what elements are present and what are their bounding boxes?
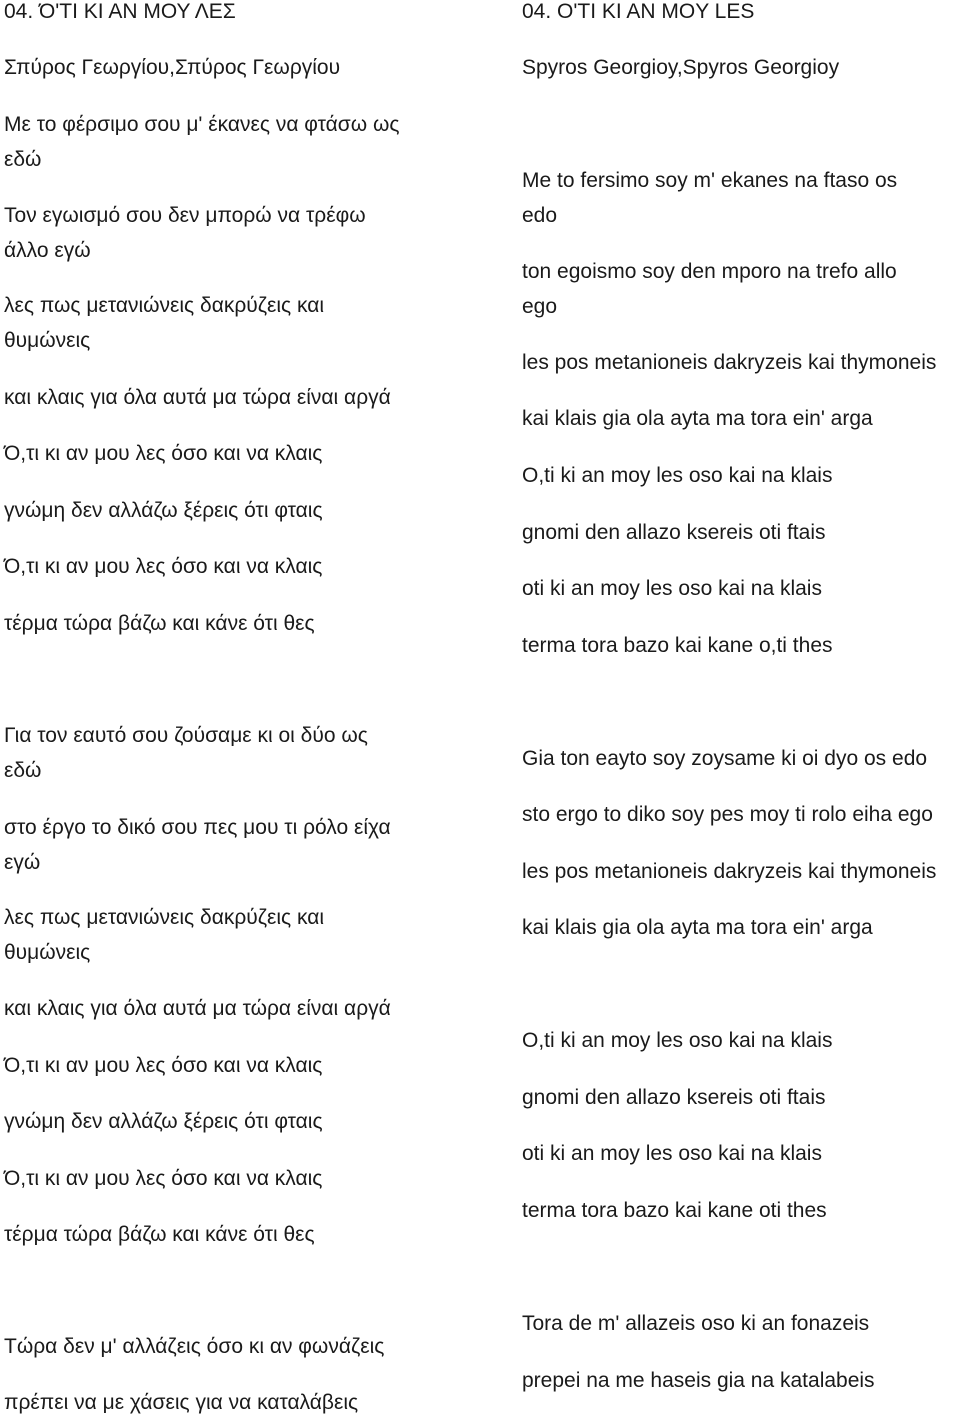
right-lyric-line: O,ti ki an moy les oso kai na klais bbox=[522, 464, 833, 487]
left-lyric-line: Ό,τι κι αν μου λες όσο και να κλαις bbox=[4, 1054, 323, 1077]
left-lyric-line: εδώ bbox=[4, 148, 42, 171]
left-song-title: 04. Ό'ΤΙ ΚΙ ΑΝ ΜΟΥ ΛΕΣ bbox=[4, 0, 236, 23]
right-lyric-line: O,ti ki an moy les oso kai na klais bbox=[522, 1029, 833, 1052]
right-lyric-line: kai klais gia ola ayta ma tora ein' arga bbox=[522, 916, 873, 939]
left-lyric-line: λες πως μετανιώνεις δακρύζεις και bbox=[4, 906, 325, 929]
left-lyric-line: θυμώνεις bbox=[4, 329, 91, 352]
right-lyric-line: sto ergo to diko soy pes moy ti rolo eiha ego bbox=[522, 803, 933, 826]
right-lyric-line: kai klais gia ola ayta ma tora ein' arga bbox=[522, 407, 873, 430]
left-lyric-line: άλλο εγώ bbox=[4, 239, 91, 262]
left-lyric-line: στο έργο το δικό σου πες μου τι ρόλο είχα bbox=[4, 816, 391, 839]
right-lyric-line: edo bbox=[522, 204, 558, 227]
right-lyric-line: ton egoismo soy den mporo na trefo allo bbox=[522, 260, 897, 283]
left-lyric-line: Ό,τι κι αν μου λες όσο και να κλαις bbox=[4, 1167, 323, 1190]
left-lyric-line: Με το φέρσιμο σου μ' έκανες να φτάσω ως bbox=[4, 113, 400, 136]
right-song-artist: Spyros Georgioy,Spyros Georgioy bbox=[522, 56, 840, 79]
left-lyric-line: γνώμη δεν αλλάζω ξέρεις ότι φταις bbox=[4, 499, 323, 522]
right-lyric-line: Gia ton eayto soy zoysame ki oi dyo os edo bbox=[522, 747, 928, 770]
right-lyric-line: les pos metanioneis dakryzeis kai thymoneis bbox=[522, 351, 937, 374]
left-lyric-line: και κλαις για όλα αυτά μα τώρα είναι αργά bbox=[4, 997, 391, 1020]
right-song-title: 04. O'TI KI AN MOY LES bbox=[522, 0, 755, 23]
right-lyric-line: oti ki an moy les oso kai na klais bbox=[522, 577, 822, 600]
right-lyric-line: prepei na me haseis gia na katalabeis bbox=[522, 1369, 875, 1392]
right-lyric-line: terma tora bazo kai kane o,ti thes bbox=[522, 634, 833, 657]
left-lyric-line: εδώ bbox=[4, 759, 42, 782]
left-lyric-line: πρέπει να με χάσεις για να καταλάβεις bbox=[4, 1391, 359, 1414]
left-lyric-line: εγώ bbox=[4, 851, 41, 874]
right-lyric-line: gnomi den allazo ksereis oti ftais bbox=[522, 1086, 826, 1109]
left-lyric-line: Ό,τι κι αν μου λες όσο και να κλαις bbox=[4, 555, 323, 578]
right-lyric-line: oti ki an moy les oso kai na klais bbox=[522, 1142, 822, 1165]
left-lyric-line: λες πως μετανιώνεις δακρύζεις και bbox=[4, 294, 325, 317]
left-lyric-line: Για τον εαυτό σου ζούσαμε κι οι δύο ως bbox=[4, 724, 368, 747]
left-lyric-line: τέρμα τώρα βάζω και κάνε ότι θες bbox=[4, 1223, 315, 1246]
left-lyric-line: και κλαις για όλα αυτά μα τώρα είναι αργά bbox=[4, 386, 391, 409]
left-lyric-line: θυμώνεις bbox=[4, 941, 91, 964]
left-lyric-line: Τον εγωισμό σου δεν μπορώ να τρέφω bbox=[4, 204, 366, 227]
left-song-artist: Σπύρος Γεωργίου,Σπύρος Γεωργίου bbox=[4, 56, 341, 79]
right-lyric-line: gnomi den allazo ksereis oti ftais bbox=[522, 521, 826, 544]
left-lyric-line: Τώρα δεν μ' αλλάζεις όσο κι αν φωνάζεις bbox=[4, 1335, 385, 1358]
right-lyric-line: terma tora bazo kai kane oti thes bbox=[522, 1199, 827, 1222]
right-lyric-line: ego bbox=[522, 295, 558, 318]
right-lyric-line: les pos metanioneis dakryzeis kai thymoneis bbox=[522, 860, 937, 883]
left-lyric-line: τέρμα τώρα βάζω και κάνε ότι θες bbox=[4, 612, 315, 635]
left-lyric-line: γνώμη δεν αλλάζω ξέρεις ότι φταις bbox=[4, 1110, 323, 1133]
right-lyric-line: Tora de m' allazeis oso ki an fonazeis bbox=[522, 1312, 870, 1335]
right-lyric-line: Me to fersimo soy m' ekanes na ftaso os bbox=[522, 169, 898, 192]
left-lyric-line: Ό,τι κι αν μου λες όσο και να κλαις bbox=[4, 442, 323, 465]
